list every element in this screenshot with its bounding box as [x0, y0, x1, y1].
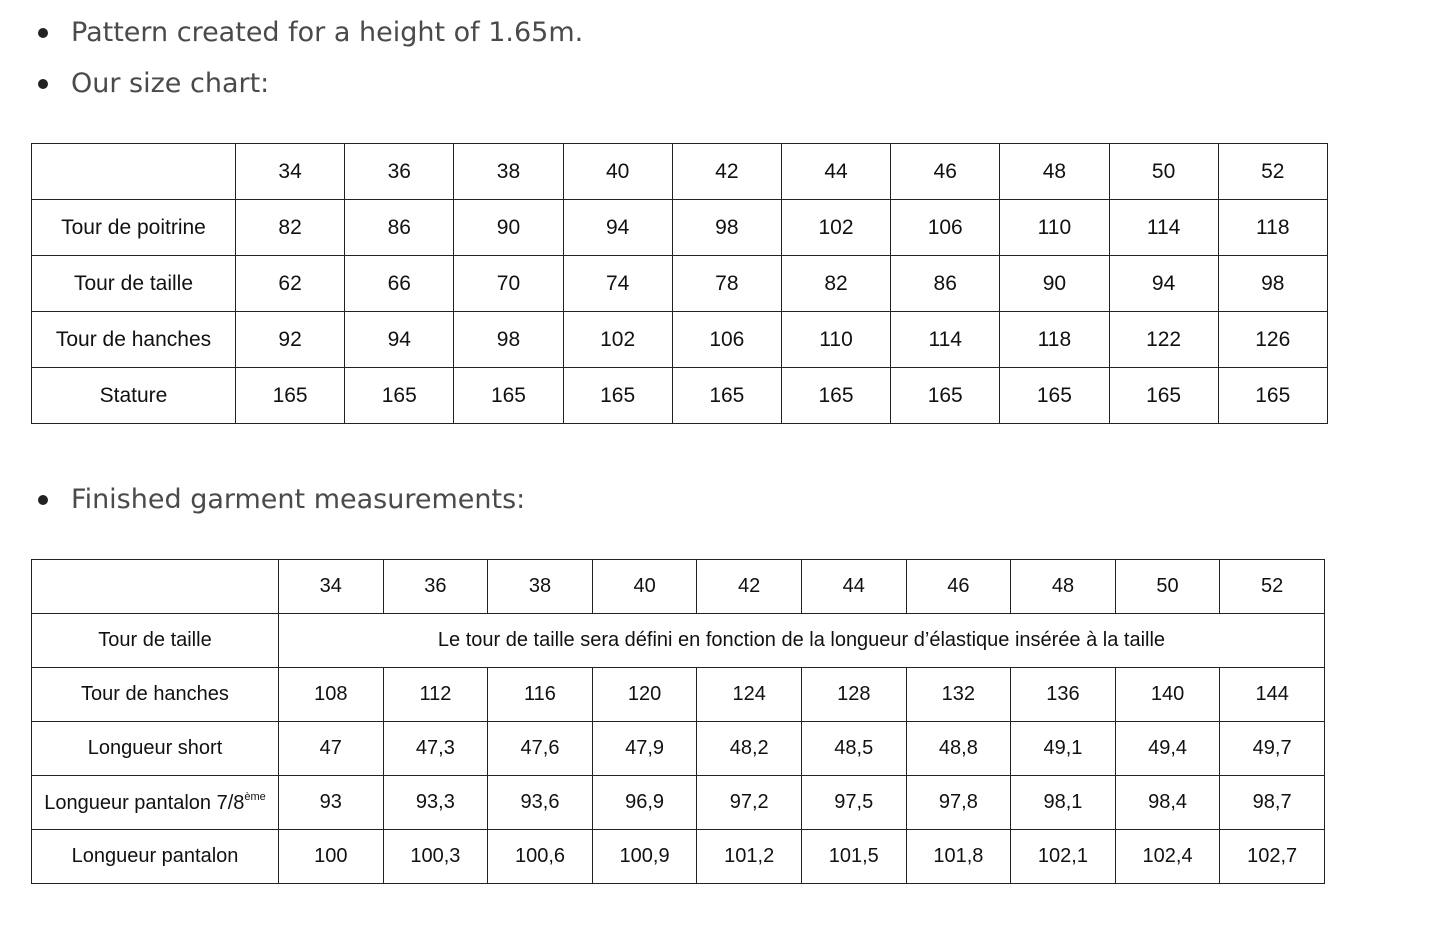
table-cell: 92 [236, 312, 345, 368]
size-header-cell: 50 [1115, 560, 1220, 614]
size-header-cell: 40 [563, 144, 672, 200]
table-row [32, 830, 1325, 884]
table-cell: 165 [1109, 368, 1218, 424]
table-cell: 101,5 [801, 830, 906, 884]
table-cell: 66 [345, 256, 454, 312]
table-cell: 101,2 [697, 830, 802, 884]
table-cell: 100,6 [488, 830, 593, 884]
corner-cell [32, 560, 279, 614]
table-cell: 48,2 [697, 722, 802, 776]
table-cell: 96,9 [592, 776, 697, 830]
bullet-dot [38, 495, 48, 505]
size-header-cell: 48 [1011, 560, 1116, 614]
table-cell: 98,1 [1011, 776, 1116, 830]
row-label: Tour de taille [32, 614, 279, 668]
table-cell: 122 [1109, 312, 1218, 368]
table-cell: 82 [781, 256, 890, 312]
size-header-cell: 52 [1220, 560, 1325, 614]
table-cell: 136 [1011, 668, 1116, 722]
table-cell: 165 [1218, 368, 1327, 424]
table-cell: 102,4 [1115, 830, 1220, 884]
table-cell: 110 [781, 312, 890, 368]
row-label-text: Tour de hanches [81, 683, 229, 705]
table-cell: 132 [906, 668, 1011, 722]
table-row [32, 776, 1325, 830]
table-cell: 86 [891, 256, 1000, 312]
table-cell: 78 [672, 256, 781, 312]
table-cell: 128 [801, 668, 906, 722]
table-cell: 165 [781, 368, 890, 424]
row-label: Tour de taille [32, 256, 236, 312]
bullet-text: Finished garment measurements: [71, 484, 526, 515]
table-cell: 165 [891, 368, 1000, 424]
table-cell: 108 [279, 668, 384, 722]
table-cell: 101,8 [906, 830, 1011, 884]
table-cell: 165 [345, 368, 454, 424]
table-cell: 110 [1000, 200, 1109, 256]
bullet-pattern-height [38, 17, 583, 48]
table-cell: 94 [563, 200, 672, 256]
table-cell: 100,9 [592, 830, 697, 884]
table-cell: 118 [1000, 312, 1109, 368]
table-cell: 165 [1000, 368, 1109, 424]
size-header-cell: 42 [672, 144, 781, 200]
size-header-cell: 36 [345, 144, 454, 200]
table-cell: 106 [891, 200, 1000, 256]
table-cell: 98 [672, 200, 781, 256]
size-header-cell: 34 [279, 560, 384, 614]
table-cell: 106 [672, 312, 781, 368]
table-cell: 144 [1220, 668, 1325, 722]
row-label-superscript: ème [244, 790, 266, 803]
waist-note-cell: Le tour de taille sera défini en fonction de la longueur d’élastique insérée à la taille [279, 614, 1325, 668]
table-cell: 62 [236, 256, 345, 312]
table-cell: 118 [1218, 200, 1327, 256]
size-header-cell: 42 [697, 560, 802, 614]
size-header-cell: 38 [454, 144, 563, 200]
size-header-cell: 52 [1218, 144, 1327, 200]
table-cell: 98 [454, 312, 563, 368]
table-row [32, 312, 1328, 368]
table-cell: 102,7 [1220, 830, 1325, 884]
row-label-text: Longueur pantalon 7/8 [44, 791, 245, 814]
bullet-finished-measurements [38, 484, 525, 515]
size-chart-table [31, 143, 1328, 424]
bullet-text: Pattern created for a height of 1.65m. [71, 17, 584, 48]
table-cell: 102,1 [1011, 830, 1116, 884]
table-cell: 82 [236, 200, 345, 256]
bullet-dot [38, 28, 48, 38]
size-header-cell: 40 [592, 560, 697, 614]
table-cell: 112 [383, 668, 488, 722]
table-cell: 93,3 [383, 776, 488, 830]
table-cell: 94 [345, 312, 454, 368]
corner-cell [32, 144, 236, 200]
table-cell: 97,8 [906, 776, 1011, 830]
table-cell: 47,6 [488, 722, 593, 776]
size-header-cell: 38 [488, 560, 593, 614]
table-cell: 124 [697, 668, 802, 722]
bullet-size-chart [38, 68, 269, 99]
table-cell: 114 [891, 312, 1000, 368]
table-row [32, 368, 1328, 424]
bullet-text: Our size chart: [71, 68, 270, 99]
table-cell: 100 [279, 830, 384, 884]
table-cell: 102 [563, 312, 672, 368]
table-cell: 49,1 [1011, 722, 1116, 776]
table-cell: 120 [592, 668, 697, 722]
size-header-cell: 48 [1000, 144, 1109, 200]
table-cell: 47 [279, 722, 384, 776]
size-header-cell: 50 [1109, 144, 1218, 200]
garment-measurements-table [31, 559, 1325, 884]
table-cell: 49,7 [1220, 722, 1325, 776]
table-cell: 98,4 [1115, 776, 1220, 830]
table-cell: 140 [1115, 668, 1220, 722]
table-cell: 102 [781, 200, 890, 256]
table-row [32, 256, 1328, 312]
table-cell: 98,7 [1220, 776, 1325, 830]
table-cell: 47,9 [592, 722, 697, 776]
table-cell: 97,2 [697, 776, 802, 830]
table-row-waist [32, 614, 1325, 668]
table-cell: 165 [454, 368, 563, 424]
row-label: Tour de hanches [32, 312, 236, 368]
table-cell: 98 [1218, 256, 1327, 312]
size-header-cell: 46 [891, 144, 1000, 200]
row-label [32, 668, 279, 722]
row-label-text: Longueur short [87, 737, 223, 759]
table-cell: 47,3 [383, 722, 488, 776]
table-cell: 114 [1109, 200, 1218, 256]
size-header-cell: 44 [801, 560, 906, 614]
table-cell: 94 [1109, 256, 1218, 312]
row-label: Tour de poitrine [32, 200, 236, 256]
table-cell: 165 [236, 368, 345, 424]
table-cell: 90 [1000, 256, 1109, 312]
table-cell: 90 [454, 200, 563, 256]
table-header-row [32, 144, 1328, 200]
bullet-dot [38, 79, 48, 89]
table-row [32, 200, 1328, 256]
row-label: Stature [32, 368, 236, 424]
table-cell: 97,5 [801, 776, 906, 830]
table-cell: 74 [563, 256, 672, 312]
table-cell: 93,6 [488, 776, 593, 830]
row-label [32, 722, 279, 776]
table-row [32, 668, 1325, 722]
table-cell: 48,5 [801, 722, 906, 776]
size-header-cell: 34 [236, 144, 345, 200]
table-header-row [32, 560, 1325, 614]
table-cell: 165 [672, 368, 781, 424]
size-header-cell: 44 [781, 144, 890, 200]
table-cell: 100,3 [383, 830, 488, 884]
table-cell: 126 [1218, 312, 1327, 368]
row-label [32, 830, 279, 884]
table-cell: 70 [454, 256, 563, 312]
row-label-text: Longueur pantalon [71, 845, 239, 867]
table-row [32, 722, 1325, 776]
row-label [32, 776, 279, 830]
table-cell: 93 [279, 776, 384, 830]
table-cell: 49,4 [1115, 722, 1220, 776]
table-cell: 86 [345, 200, 454, 256]
size-header-cell: 46 [906, 560, 1011, 614]
size-header-cell: 36 [383, 560, 488, 614]
table-cell: 48,8 [906, 722, 1011, 776]
table-cell: 116 [488, 668, 593, 722]
table-cell: 165 [563, 368, 672, 424]
